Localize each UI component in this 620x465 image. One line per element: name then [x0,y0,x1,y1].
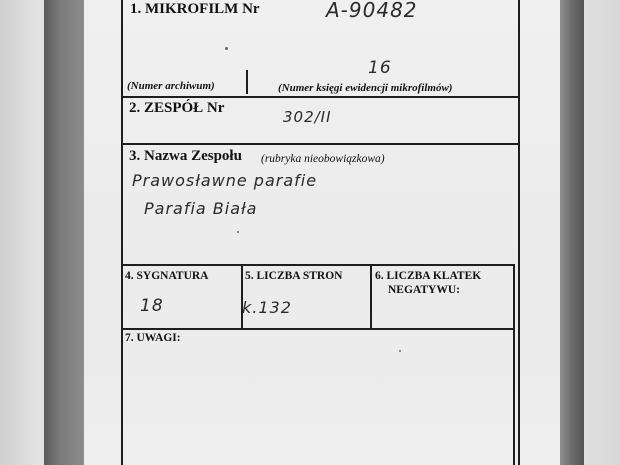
collection-number-label: 2. ZESPÓŁ Nr [129,100,225,116]
collection-name-line2: Parafia Biała [144,199,258,218]
scan-speck [399,350,401,352]
form-left-border [121,0,123,465]
archive-separator [246,70,248,94]
rule-after-row4 [121,328,514,330]
form-right-border [518,0,520,465]
frame-count-label-line2: NEGATYWU: [388,284,460,296]
microfilm-number-value: A-90482 [326,0,418,22]
inner-right-border [513,264,515,465]
divider-4-5 [241,264,243,328]
scan-right-edge [560,0,584,465]
signature-value: 18 [140,296,164,316]
page-count-value: k.132 [242,298,292,317]
microfilm-form-card [84,0,560,465]
remarks-label: 7. UWAGI: [125,332,181,344]
collection-name-line1: Prawosławne parafie [132,171,318,190]
collection-number-value: 302/II [283,108,332,126]
rule-after-field1 [121,96,520,98]
scan-left-edge [44,0,84,465]
signature-label: 4. SYGNATURA [125,270,209,282]
archive-number-label: (Numer archiwum) [127,80,215,92]
register-number-label: (Numer księgi ewidencji mikrofilmów) [278,82,453,94]
page-count-label: 5. LICZBA STRON [245,270,343,282]
rule-after-field3 [121,264,514,266]
microfilm-number-label: 1. MIKROFILM Nr [130,1,260,17]
scan-speck [225,47,228,50]
register-number-value: 16 [368,58,392,78]
collection-name-note: (rubryka nieobowiązkowa) [261,153,385,165]
scan-speck [237,231,239,233]
frame-count-label-line1: 6. LICZBA KLATEK [375,270,482,282]
divider-5-6 [370,264,372,328]
rule-after-field2 [121,143,520,145]
collection-name-label: 3. Nazwa Zespołu [129,148,242,164]
